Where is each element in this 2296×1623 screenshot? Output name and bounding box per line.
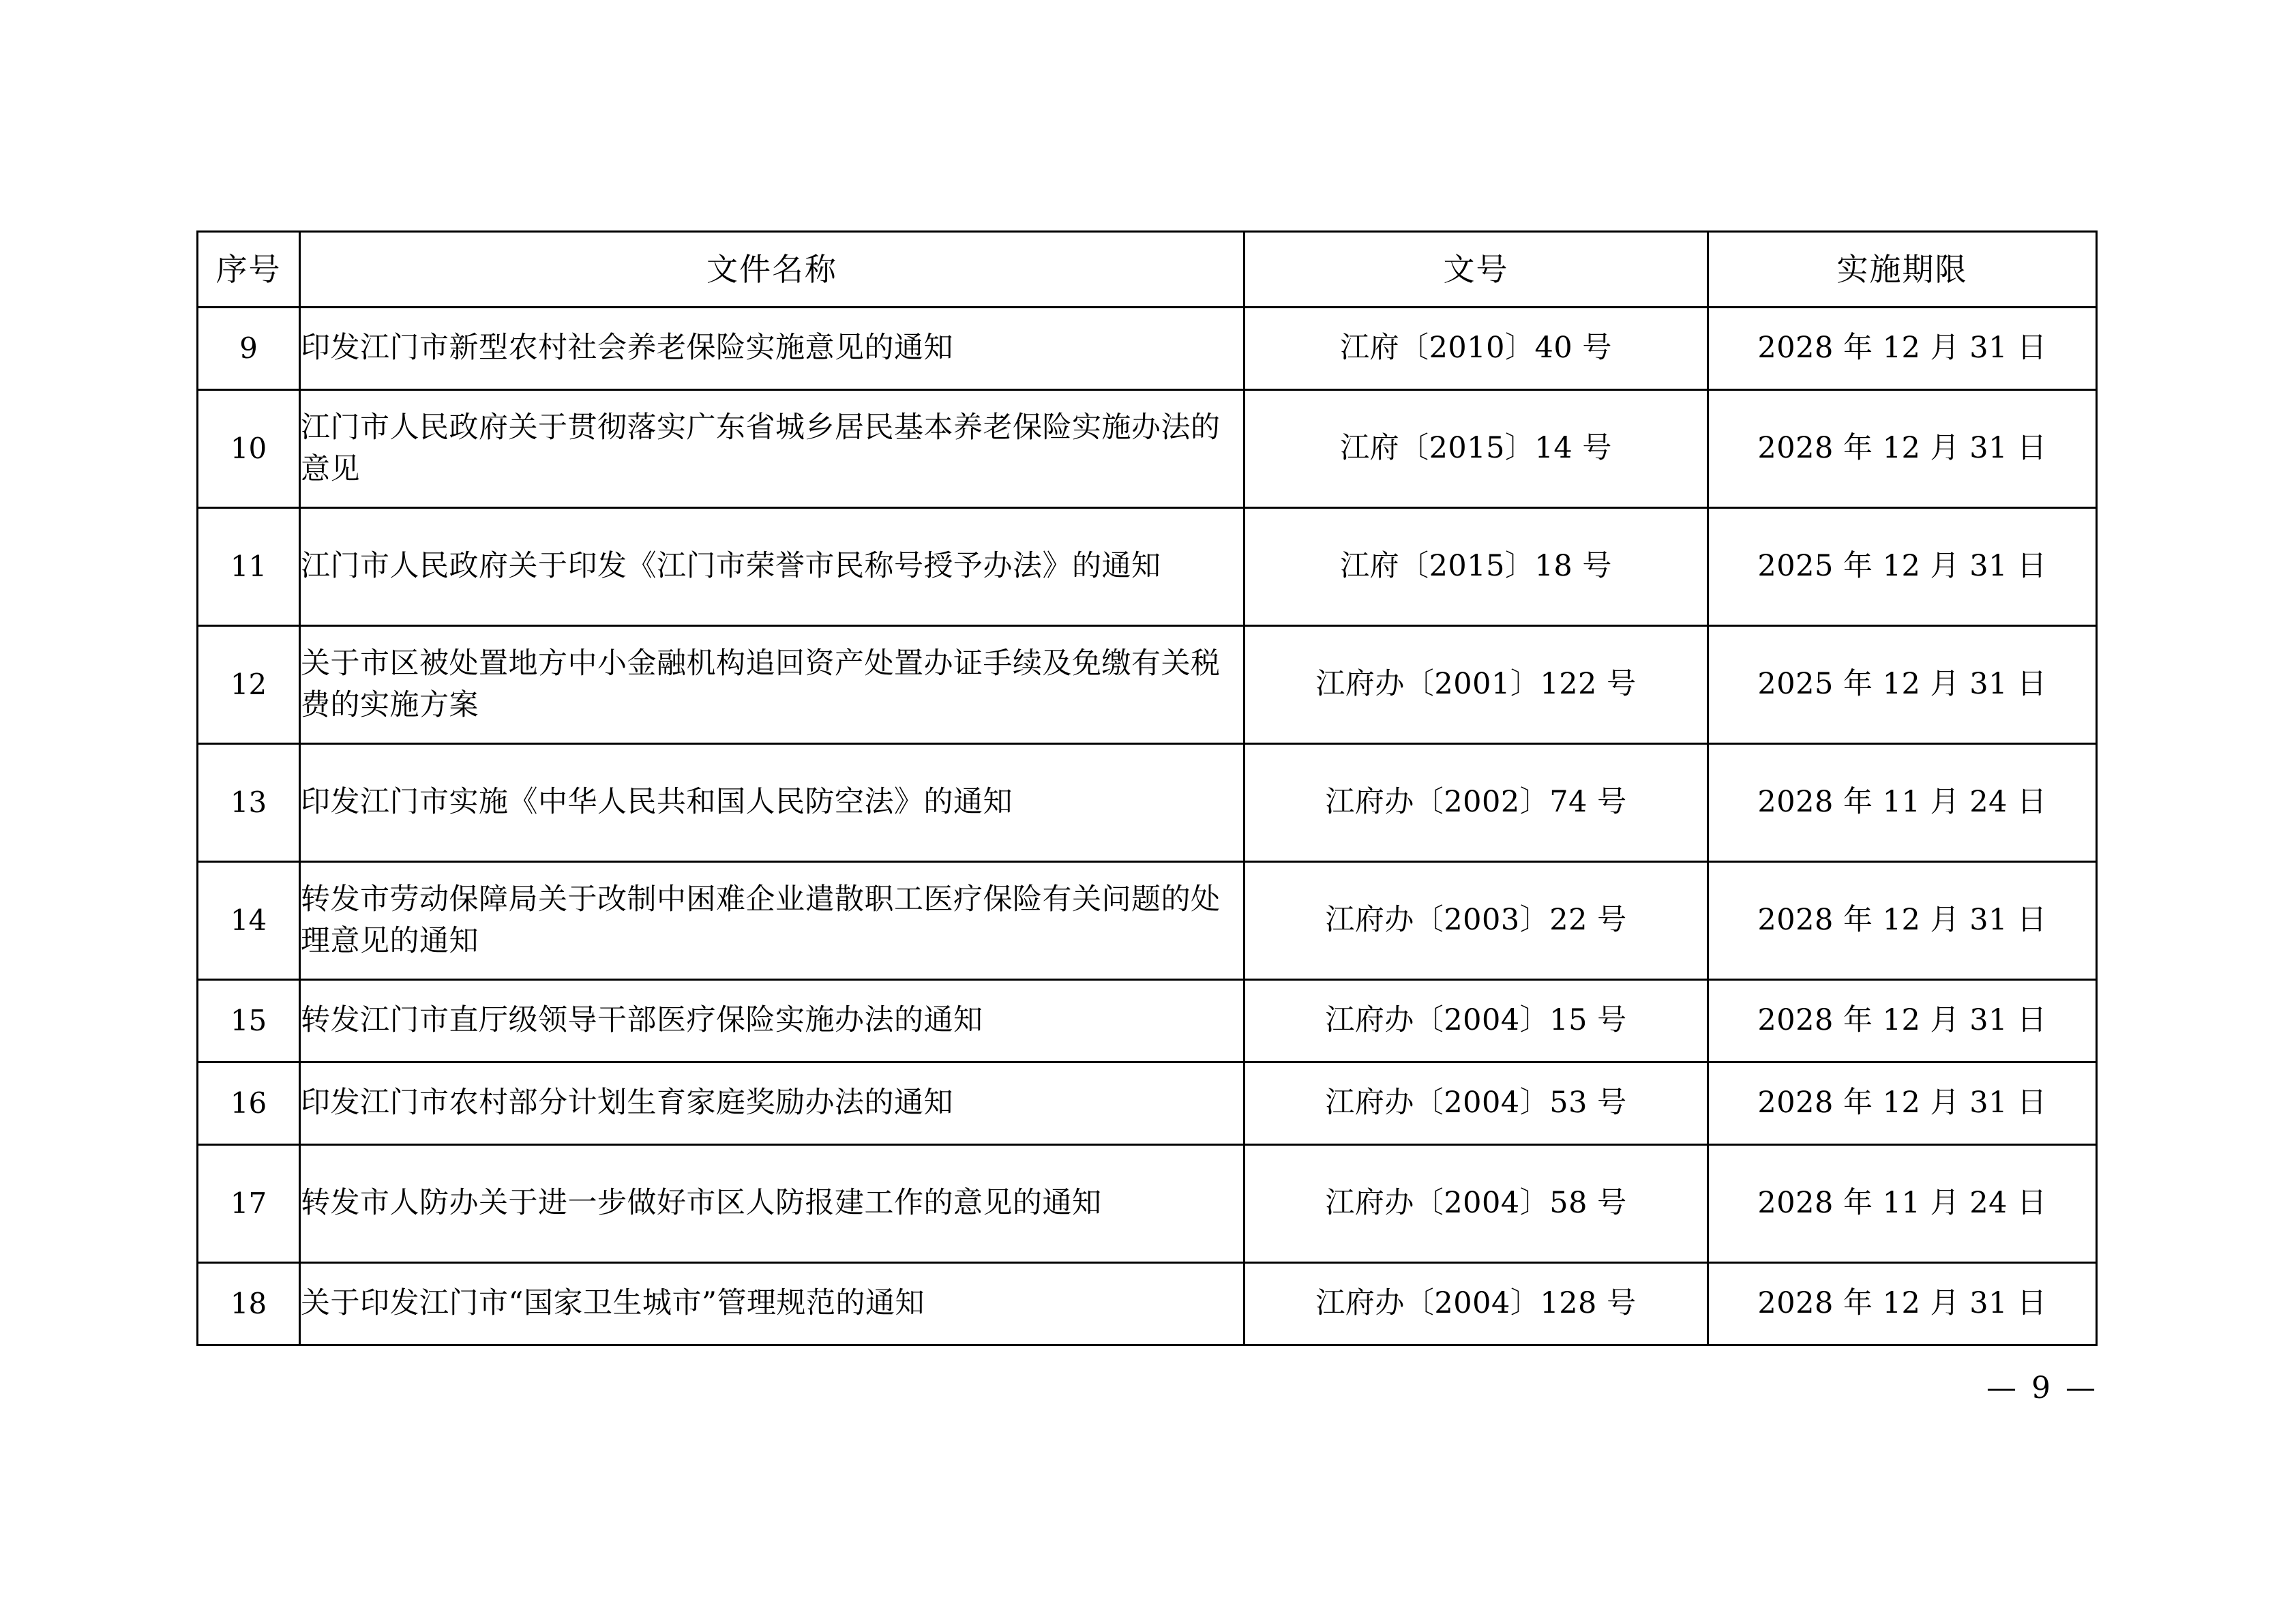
table-row xyxy=(198,980,2097,1062)
table-row xyxy=(198,1062,2097,1145)
cell-document-number: 江府办〔2002〕74 号 xyxy=(1244,744,1708,862)
cell-index: 12 xyxy=(198,626,300,744)
cell-implementation-term: 2028 年 12 月 31 日 xyxy=(1708,1263,2097,1345)
table-row xyxy=(198,1145,2097,1263)
cell-implementation-term: 2028 年 12 月 31 日 xyxy=(1708,862,2097,980)
policy-document-table-container xyxy=(196,230,2096,1346)
cell-document-name: 印发江门市新型农村社会养老保险实施意见的通知 xyxy=(300,308,1244,390)
table-row xyxy=(198,308,2097,390)
cell-implementation-term: 2025 年 12 月 31 日 xyxy=(1708,508,2097,626)
cell-document-name: 转发市人防办关于进一步做好市区人防报建工作的意见的通知 xyxy=(300,1145,1244,1263)
cell-index: 11 xyxy=(198,508,300,626)
cell-document-name: 印发江门市实施《中华人民共和国人民防空法》的通知 xyxy=(300,744,1244,862)
cell-index: 14 xyxy=(198,862,300,980)
column-header-index: 序号 xyxy=(198,232,300,308)
table-header-row xyxy=(198,232,2097,308)
cell-implementation-term: 2028 年 12 月 31 日 xyxy=(1708,1062,2097,1145)
policy-document-table xyxy=(196,230,2098,1346)
table-row xyxy=(198,862,2097,980)
cell-document-name: 印发江门市农村部分计划生育家庭奖励办法的通知 xyxy=(300,1062,1244,1145)
cell-implementation-term: 2028 年 12 月 31 日 xyxy=(1708,308,2097,390)
column-header-name: 文件名称 xyxy=(300,232,1244,308)
cell-document-number: 江府〔2015〕18 号 xyxy=(1244,508,1708,626)
cell-index: 15 xyxy=(198,980,300,1062)
cell-document-name: 江门市人民政府关于贯彻落实广东省城乡居民基本养老保险实施办法的意见 xyxy=(300,390,1244,508)
cell-document-name: 江门市人民政府关于印发《江门市荣誉市民称号授予办法》的通知 xyxy=(300,508,1244,626)
table-row xyxy=(198,1263,2097,1345)
cell-document-number: 江府办〔2001〕122 号 xyxy=(1244,626,1708,744)
cell-index: 16 xyxy=(198,1062,300,1145)
cell-document-name: 关于市区被处置地方中小金融机构追回资产处置办证手续及免缴有关税费的实施方案 xyxy=(300,626,1244,744)
cell-implementation-term: 2025 年 12 月 31 日 xyxy=(1708,626,2097,744)
table-row xyxy=(198,744,2097,862)
table-row xyxy=(198,508,2097,626)
cell-implementation-term: 2028 年 11 月 24 日 xyxy=(1708,1145,2097,1263)
table-row xyxy=(198,626,2097,744)
cell-implementation-term: 2028 年 11 月 24 日 xyxy=(1708,744,2097,862)
page-number: — 9 — xyxy=(1986,1371,2098,1405)
cell-implementation-term: 2028 年 12 月 31 日 xyxy=(1708,980,2097,1062)
cell-index: 13 xyxy=(198,744,300,862)
cell-document-name: 关于印发江门市“国家卫生城市”管理规范的通知 xyxy=(300,1263,1244,1345)
cell-document-number: 江府〔2010〕40 号 xyxy=(1244,308,1708,390)
column-header-term: 实施期限 xyxy=(1708,232,2097,308)
cell-document-number: 江府〔2015〕14 号 xyxy=(1244,390,1708,508)
column-header-number: 文号 xyxy=(1244,232,1708,308)
table-body xyxy=(198,308,2097,1345)
cell-index: 10 xyxy=(198,390,300,508)
cell-document-name: 转发江门市直厅级领导干部医疗保险实施办法的通知 xyxy=(300,980,1244,1062)
cell-document-number: 江府办〔2004〕58 号 xyxy=(1244,1145,1708,1263)
cell-document-number: 江府办〔2003〕22 号 xyxy=(1244,862,1708,980)
cell-index: 18 xyxy=(198,1263,300,1345)
cell-index: 17 xyxy=(198,1145,300,1263)
cell-index: 9 xyxy=(198,308,300,390)
table-row xyxy=(198,390,2097,508)
cell-document-number: 江府办〔2004〕15 号 xyxy=(1244,980,1708,1062)
table-header xyxy=(198,232,2097,308)
cell-document-name: 转发市劳动保障局关于改制中困难企业遣散职工医疗保险有关问题的处理意见的通知 xyxy=(300,862,1244,980)
cell-document-number: 江府办〔2004〕53 号 xyxy=(1244,1062,1708,1145)
cell-implementation-term: 2028 年 12 月 31 日 xyxy=(1708,390,2097,508)
cell-document-number: 江府办〔2004〕128 号 xyxy=(1244,1263,1708,1345)
